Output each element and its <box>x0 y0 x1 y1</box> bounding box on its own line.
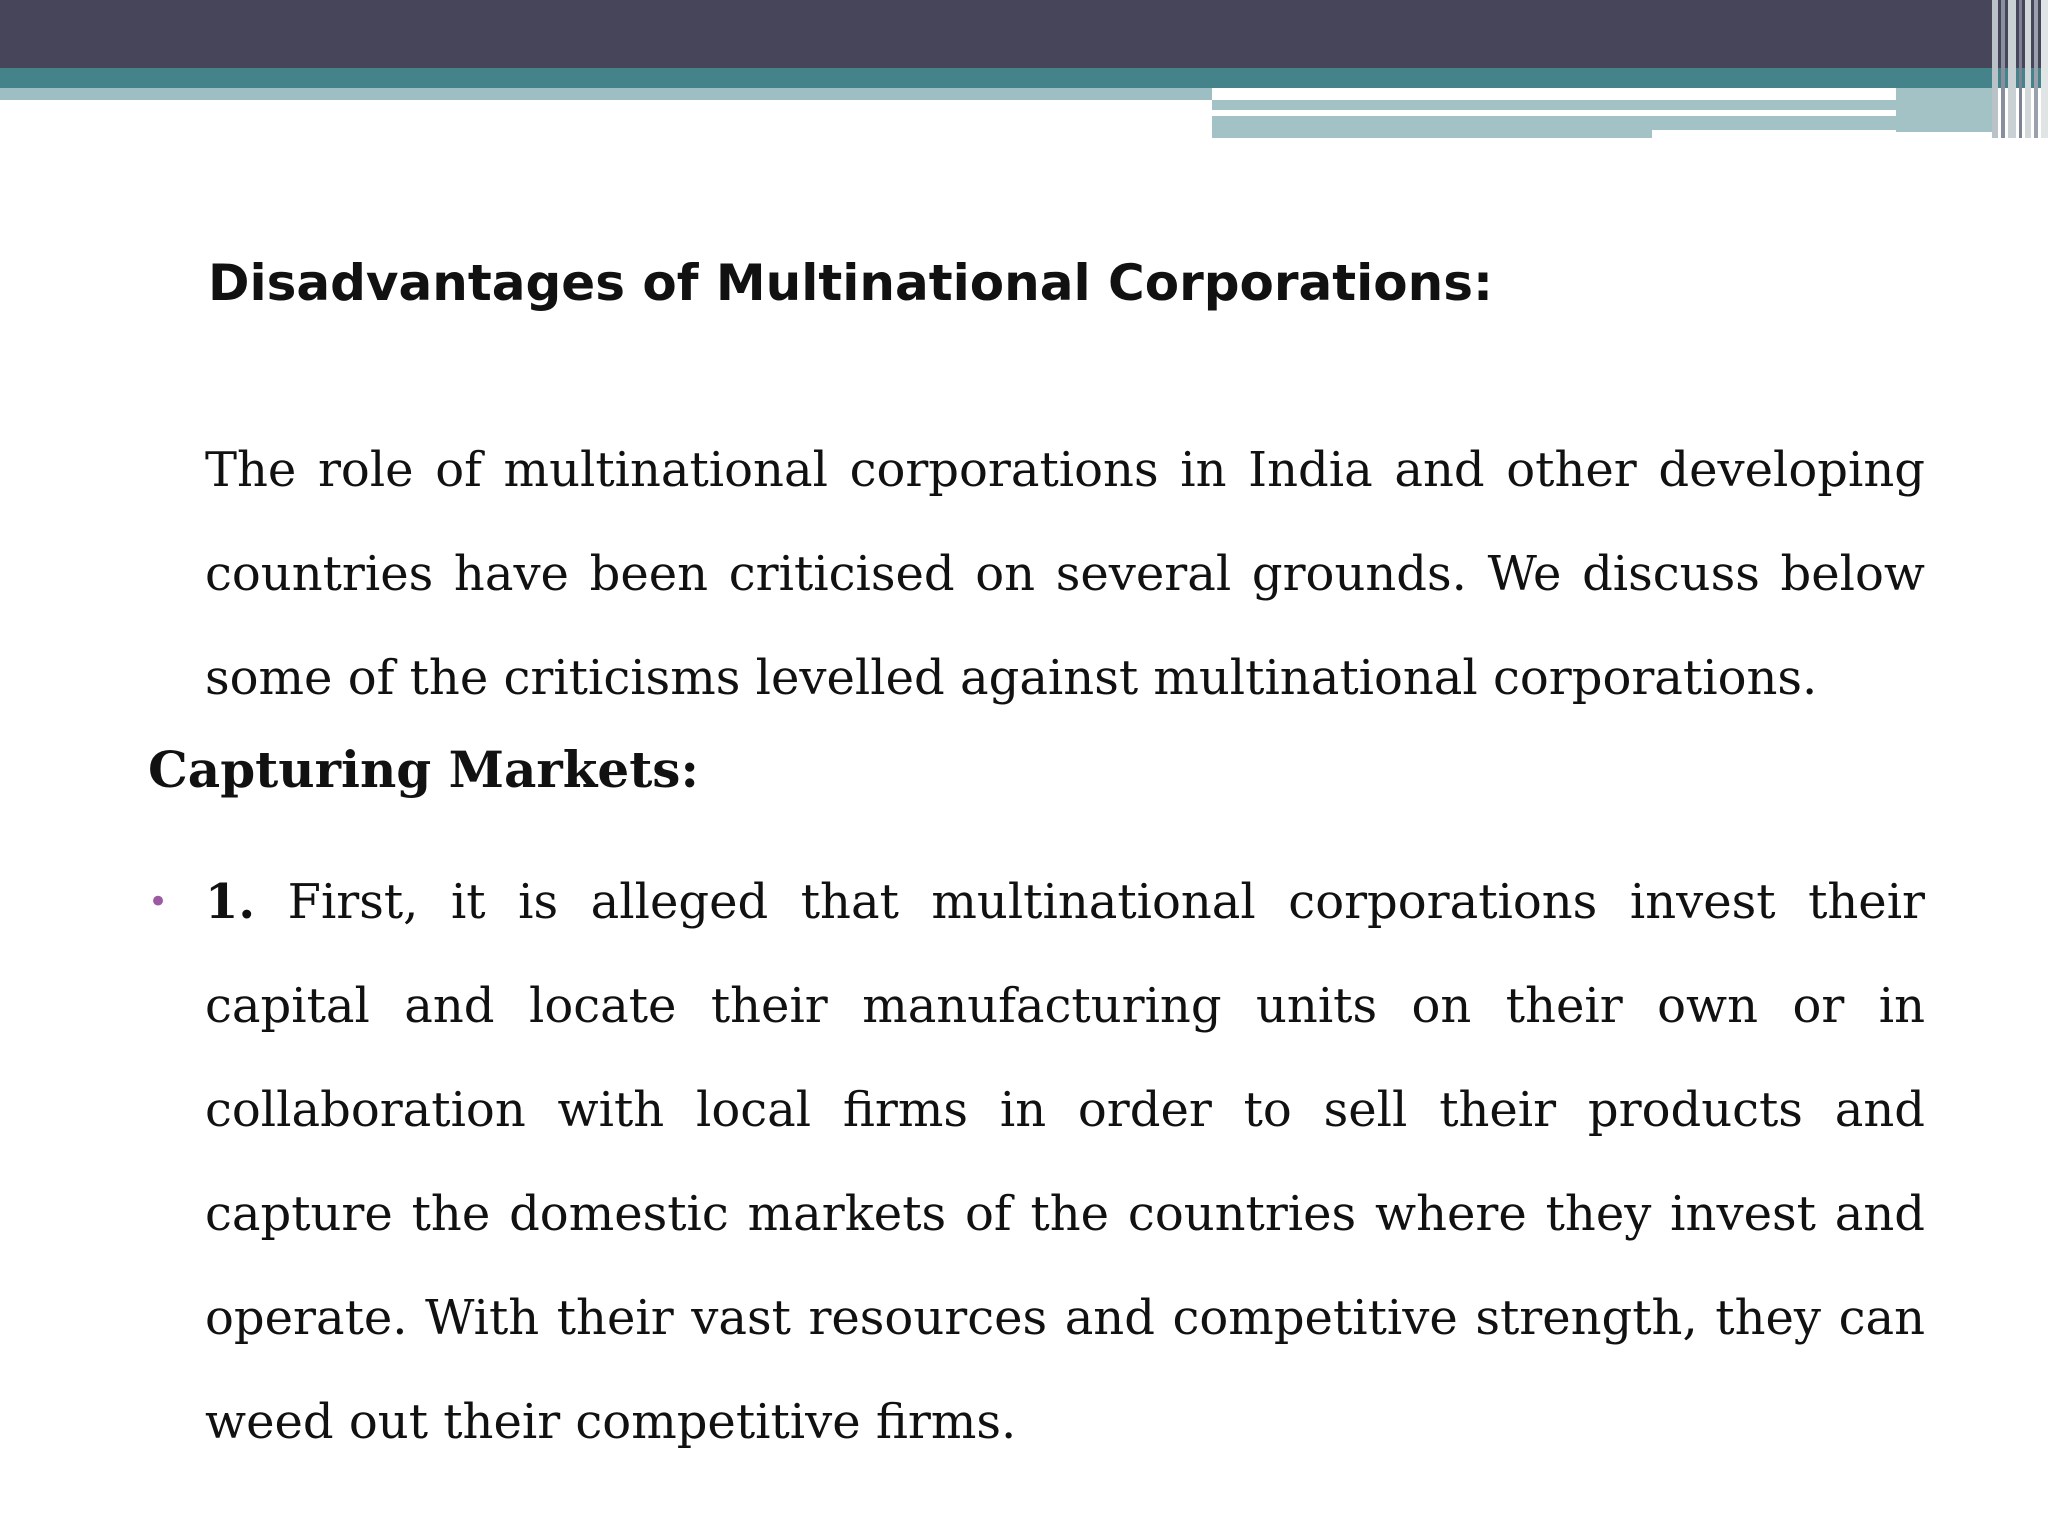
header-band-dark <box>0 0 2048 68</box>
bullet-body: First, it is alleged that multinational corporations invest their capital and locate their manufacturing units on their own or in collaboration with local firms in order to sell their products and capture the domestic markets of the countries where they invest and operate. With their vast resources and competitive strength, they can weed out their competitive firms. <box>205 874 1925 1450</box>
header-stripes <box>1986 0 2048 138</box>
header-stripe <box>2008 0 2016 138</box>
header-band-right-short <box>1652 116 1896 130</box>
bullet-text <box>205 850 1925 1474</box>
header-band-right-end <box>1896 88 1996 132</box>
header-stripe <box>1992 0 1998 138</box>
header-stripe <box>2025 0 2031 138</box>
header-band-light <box>0 88 1212 100</box>
bullet-number: 1. <box>205 874 256 930</box>
header-stripe <box>2034 0 2038 138</box>
header-band-right-top <box>1212 100 1896 110</box>
header-band-teal <box>0 68 2048 88</box>
intro-paragraph: The role of multinational corporations in India and other developing countries have been criticised on several grounds. We discuss below some of the criticisms levelled against multinational corporations. <box>205 442 1925 706</box>
header-stripe <box>2019 0 2022 138</box>
header-stripe <box>2041 0 2048 138</box>
header-band-right-lower <box>1212 116 1652 138</box>
bullet-marker: • <box>148 882 169 922</box>
section-heading: Capturing Markets: <box>148 740 699 799</box>
slide-title: Disadvantages of Multinational Corporations: <box>208 254 1494 312</box>
header-stripe <box>2001 0 2005 138</box>
